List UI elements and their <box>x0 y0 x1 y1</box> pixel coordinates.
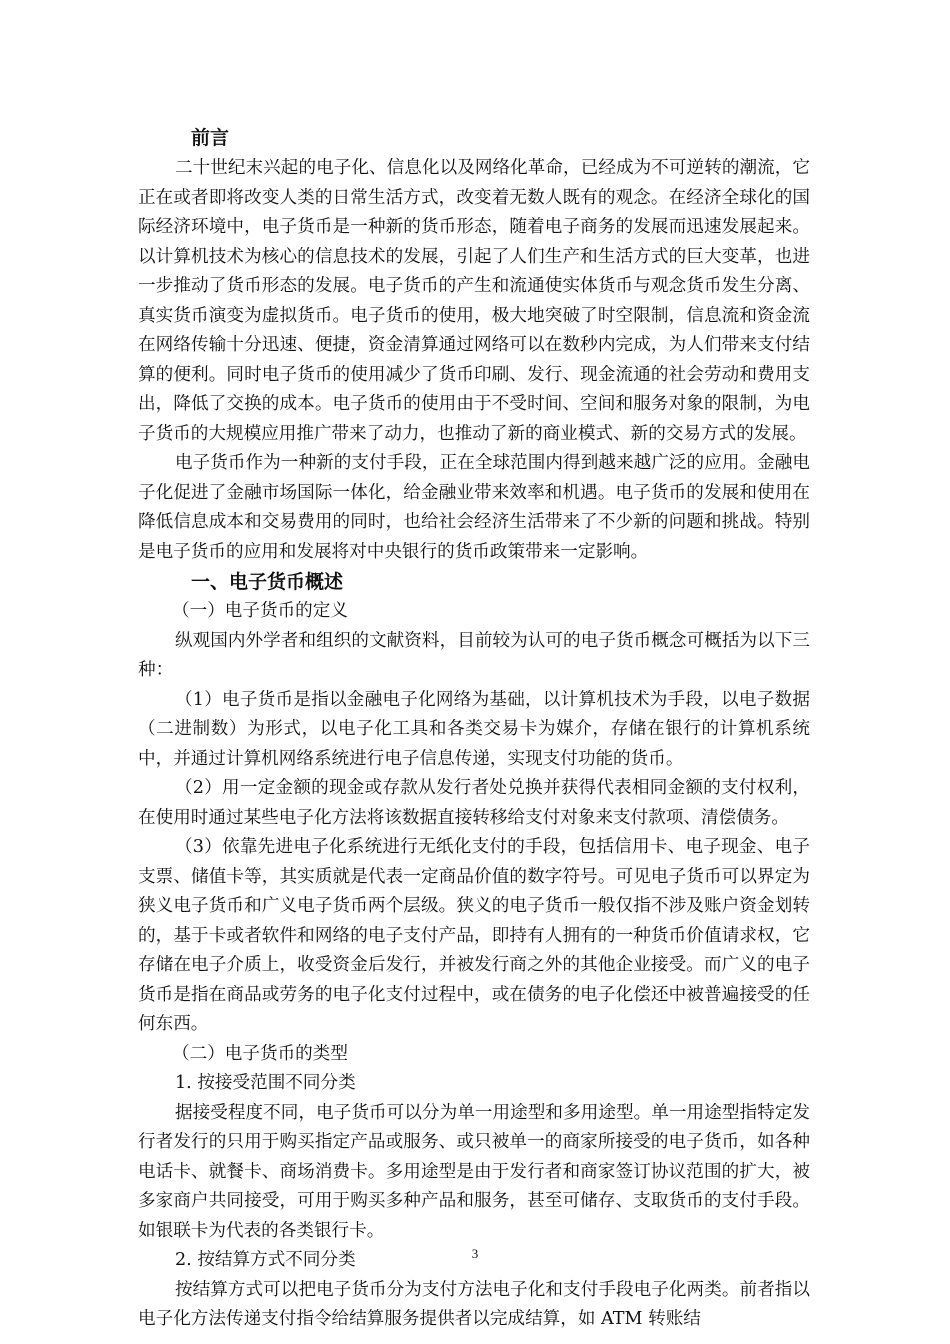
preface-paragraph-1: 二十世纪末兴起的电子化、信息化以及网络化革命，已经成为不可逆转的潮流，它正在或者即将改变人类的日常生活方式，改变着无数人既有的观念。在经济全球化的国际经济环境中，电子货币是一种新的货币形态，随着电子商务的发展而迅速发展起来。以计算机技术为核心的信息技术的发展，引起了人们生产和生活方式的巨大变革，也进一步推动了货币形态的发展。电子货币的产生和流通使实体货币与观念货币发生分离、真实货币演变为虚拟货币。电子货币的使用，极大地突破了时空限制，信息流和资金流在网络传输十分迅速、便捷，资金清算通过网络可以在数秒内完成，为人们带来支付结算的便利。同时电子货币的使用减少了货币印刷、发行、现金流通的社会劳动和费用支出，降低了交换的成本。电子货币的使用由于不受时间、空间和服务对象的限制，为电子货币的大规模应用推广带来了动力，也推动了新的商业模式、新的交易方式的发展。 <box>138 158 810 444</box>
definition-1: （1）电子货币是指以金融电子化网络为基础，以计算机技术为手段，以电子数据（二进制数）为形式，以电子化工具和各类交易卡为媒介，存储在银行的计算机系统中，并通过计算机网络系统进行电子信息传递，实现支付功能的货币。 <box>138 689 810 769</box>
type-1-paragraph: 据接受程度不同，电子货币可以分为单一用途型和多用途型。单一用途型指特定发行者发行的只用于购买指定产品或服务、或只被单一的商家所接受的电子货币，如各种电话卡、就餐卡、商场消费卡。多用途型是由于发行者和商家签订协议范围的扩大，被多家商户共同接受，可用于购买多种产品和服务，甚至可储存、支取货币的支付手段。如银联卡为代表的各类银行卡。 <box>138 1102 810 1241</box>
definition-3: （3）依靠先进电子化系统进行无纸化支付的手段，包括信用卡、电子现金、电子支票、储值卡等，其实质就是代表一定商品价值的数字符号。可见电子货币可以界定为狭义电子货币和广义电子货币两个层级。狭义的电子货币一般仅指不涉及账户资金划转的，基于卡或者软件和网络的电子支付产品，即持有人拥有的一种货币价值请求权，它存储在电子介质上，收受资金后发行，并被发行商之外的其他企业接受。而广义的电子货币是指在商品或劳务的电子化支付过程中，或在债务的电子化偿还中被普遍接受的任何东西。 <box>138 837 810 1034</box>
preface-heading: 前言 <box>191 127 230 149</box>
definition-2: （2）用一定金额的现金或存款从发行者处兑换并获得代表相同金额的支付权利，在使用时通过某些电子化方法将该数据直接转移给支付对象来支付款项、清偿债务。 <box>138 778 810 828</box>
page-body <box>138 122 810 1335</box>
subsection-heading-definition: （一）电子货币的定义 <box>172 601 348 621</box>
definition-intro: 纵观国内外学者和组织的文献资料，目前较为认可的电子货币概念可概括为以下三种： <box>138 630 810 680</box>
type-2-paragraph: 按结算方式可以把电子货币分为支付方法电子化和支付手段电子化两类。前者指以电子化方法传递支付指令给结算服务提供者以完成结算，如 ATM 转账结 <box>138 1279 810 1329</box>
preface-paragraph-2: 电子货币作为一种新的支付手段，正在全球范围内得到越来越广泛的应用。金融电子化促进了金融市场国际一体化，给金融业带来效率和机遇。电子货币的发展和使用在降低信息成本和交易费用的同时，也给社会经济生活带来了不少新的问题和挑战。特别是电子货币的应用和发展将对中央银行的货币政策带来一定影响。 <box>138 453 810 562</box>
section-heading: 一、电子货币概述 <box>191 571 344 593</box>
page-number: 3 <box>471 1246 479 1261</box>
type-2-heading: 2. 按结算方式不同分类 <box>174 1250 356 1270</box>
subsection-heading-types: （二）电子货币的类型 <box>172 1043 348 1064</box>
type-1-heading: 1. 按接受范围不同分类 <box>174 1073 356 1093</box>
